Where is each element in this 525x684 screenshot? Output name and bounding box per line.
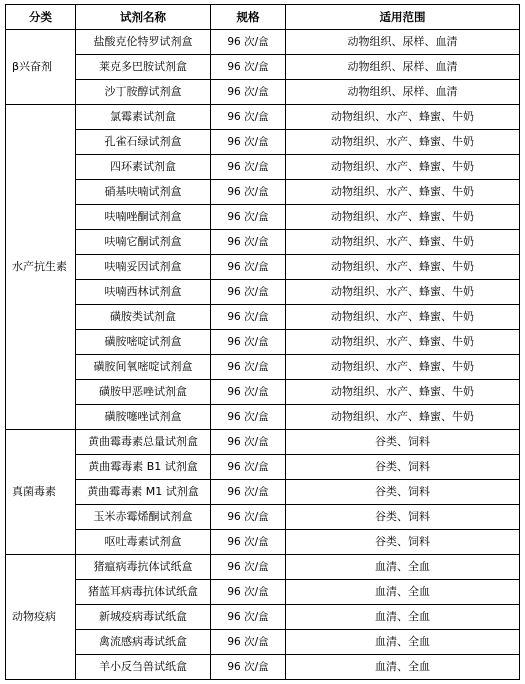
table-body — [6, 30, 520, 680]
table-row — [6, 255, 520, 280]
spec-cell: 96 次/盒 — [211, 380, 286, 405]
scope-cell: 动物组织、水产、蜂蜜、牛奶 — [286, 130, 520, 155]
table-row — [6, 580, 520, 605]
table-row — [6, 105, 520, 130]
spec-cell: 96 次/盒 — [211, 180, 286, 205]
category-cell: 水产抗生素 — [6, 105, 76, 430]
scope-cell: 动物组织、尿样、血清 — [286, 30, 520, 55]
spec-cell: 96 次/盒 — [211, 580, 286, 605]
reagent-name-cell: 新城疫病毒试纸盒 — [76, 605, 211, 630]
scope-cell: 动物组织、水产、蜂蜜、牛奶 — [286, 230, 520, 255]
spec-cell: 96 次/盒 — [211, 255, 286, 280]
table-row — [6, 605, 520, 630]
table-row — [6, 355, 520, 380]
scope-cell: 动物组织、水产、蜂蜜、牛奶 — [286, 155, 520, 180]
scope-cell: 动物组织、水产、蜂蜜、牛奶 — [286, 405, 520, 430]
scope-cell: 动物组织、尿样、血清 — [286, 55, 520, 80]
scope-cell: 动物组织、水产、蜂蜜、牛奶 — [286, 355, 520, 380]
header-category: 分类 — [6, 5, 76, 30]
spec-cell: 96 次/盒 — [211, 130, 286, 155]
scope-cell: 动物组织、水产、蜂蜜、牛奶 — [286, 255, 520, 280]
reagent-name-cell: 黄曲霉毒素总量试剂盒 — [76, 430, 211, 455]
category-cell: 真菌毒素 — [6, 430, 76, 555]
table-row — [6, 405, 520, 430]
table-row — [6, 180, 520, 205]
table-row — [6, 330, 520, 355]
reagent-name-cell: 孔雀石绿试剂盒 — [76, 130, 211, 155]
scope-cell: 谷类、饲料 — [286, 480, 520, 505]
reagent-name-cell: 呋喃唑酮试剂盒 — [76, 205, 211, 230]
spec-cell: 96 次/盒 — [211, 455, 286, 480]
table-row — [6, 655, 520, 680]
table-row — [6, 530, 520, 555]
table-row — [6, 505, 520, 530]
table-row — [6, 555, 520, 580]
spec-cell: 96 次/盒 — [211, 405, 286, 430]
reagent-name-cell: 黄曲霉毒素 M1 试剂盒 — [76, 480, 211, 505]
reagent-name-cell: 羊小反刍兽试纸盒 — [76, 655, 211, 680]
reagent-name-cell: 禽流感病毒试纸盒 — [76, 630, 211, 655]
category-cell: 动物疫病 — [6, 555, 76, 680]
reagent-name-cell: 呕吐毒素试剂盒 — [76, 530, 211, 555]
spec-cell: 96 次/盒 — [211, 105, 286, 130]
table-header-row — [6, 5, 520, 30]
spec-cell: 96 次/盒 — [211, 280, 286, 305]
scope-cell: 动物组织、水产、蜂蜜、牛奶 — [286, 305, 520, 330]
spec-cell: 96 次/盒 — [211, 430, 286, 455]
scope-cell: 血清、全血 — [286, 555, 520, 580]
spec-cell: 96 次/盒 — [211, 155, 286, 180]
table-row — [6, 155, 520, 180]
table-row — [6, 205, 520, 230]
spec-cell: 96 次/盒 — [211, 80, 286, 105]
table-row — [6, 30, 520, 55]
reagent-name-cell: 呋喃妥因试剂盒 — [76, 255, 211, 280]
spec-cell: 96 次/盒 — [211, 605, 286, 630]
reagent-name-cell: 磺胺间氧嘧啶试剂盒 — [76, 355, 211, 380]
spec-cell: 96 次/盒 — [211, 655, 286, 680]
spec-cell: 96 次/盒 — [211, 555, 286, 580]
reagent-name-cell: 猪瘟病毒抗体试纸盒 — [76, 555, 211, 580]
reagent-name-cell: 磺胺类试剂盒 — [76, 305, 211, 330]
header-spec: 规格 — [211, 5, 286, 30]
spec-cell: 96 次/盒 — [211, 305, 286, 330]
category-cell: β兴奋剂 — [6, 30, 76, 105]
table-row — [6, 55, 520, 80]
reagent-table — [5, 4, 520, 680]
scope-cell: 动物组织、水产、蜂蜜、牛奶 — [286, 105, 520, 130]
reagent-table-container — [5, 4, 520, 680]
table-row — [6, 380, 520, 405]
scope-cell: 动物组织、水产、蜂蜜、牛奶 — [286, 205, 520, 230]
spec-cell: 96 次/盒 — [211, 55, 286, 80]
table-row — [6, 630, 520, 655]
scope-cell: 血清、全血 — [286, 655, 520, 680]
scope-cell: 谷类、饲料 — [286, 530, 520, 555]
spec-cell: 96 次/盒 — [211, 480, 286, 505]
table-row — [6, 480, 520, 505]
scope-cell: 动物组织、尿样、血清 — [286, 80, 520, 105]
spec-cell: 96 次/盒 — [211, 630, 286, 655]
reagent-name-cell: 磺胺甲恶唑试剂盒 — [76, 380, 211, 405]
table-row — [6, 130, 520, 155]
spec-cell: 96 次/盒 — [211, 330, 286, 355]
table-row — [6, 280, 520, 305]
scope-cell: 动物组织、水产、蜂蜜、牛奶 — [286, 280, 520, 305]
spec-cell: 96 次/盒 — [211, 530, 286, 555]
reagent-name-cell: 盐酸克伦特罗试剂盒 — [76, 30, 211, 55]
spec-cell: 96 次/盒 — [211, 205, 286, 230]
spec-cell: 96 次/盒 — [211, 30, 286, 55]
scope-cell: 谷类、饲料 — [286, 455, 520, 480]
reagent-name-cell: 磺胺噻唑试剂盒 — [76, 405, 211, 430]
scope-cell: 谷类、饲料 — [286, 505, 520, 530]
spec-cell: 96 次/盒 — [211, 230, 286, 255]
scope-cell: 动物组织、水产、蜂蜜、牛奶 — [286, 380, 520, 405]
reagent-name-cell: 呋喃它酮试剂盒 — [76, 230, 211, 255]
reagent-name-cell: 玉米赤霉烯酮试剂盒 — [76, 505, 211, 530]
scope-cell: 血清、全血 — [286, 605, 520, 630]
scope-cell: 血清、全血 — [286, 580, 520, 605]
reagent-name-cell: 莱克多巴胺试剂盒 — [76, 55, 211, 80]
table-row — [6, 80, 520, 105]
reagent-name-cell: 硝基呋喃试剂盒 — [76, 180, 211, 205]
reagent-name-cell: 猪蓝耳病毒抗体试纸盒 — [76, 580, 211, 605]
table-row — [6, 305, 520, 330]
scope-cell: 谷类、饲料 — [286, 430, 520, 455]
spec-cell: 96 次/盒 — [211, 355, 286, 380]
scope-cell: 动物组织、水产、蜂蜜、牛奶 — [286, 180, 520, 205]
reagent-name-cell: 黄曲霉毒素 B1 试剂盒 — [76, 455, 211, 480]
header-name: 试剂名称 — [76, 5, 211, 30]
table-row — [6, 430, 520, 455]
reagent-name-cell: 磺胺嘧啶试剂盒 — [76, 330, 211, 355]
reagent-name-cell: 呋喃西林试剂盒 — [76, 280, 211, 305]
header-scope: 适用范围 — [286, 5, 520, 30]
table-row — [6, 230, 520, 255]
table-row — [6, 455, 520, 480]
reagent-name-cell: 氯霉素试剂盒 — [76, 105, 211, 130]
spec-cell: 96 次/盒 — [211, 505, 286, 530]
scope-cell: 动物组织、水产、蜂蜜、牛奶 — [286, 330, 520, 355]
reagent-name-cell: 沙丁胺醇试剂盒 — [76, 80, 211, 105]
reagent-name-cell: 四环素试剂盒 — [76, 155, 211, 180]
scope-cell: 血清、全血 — [286, 630, 520, 655]
